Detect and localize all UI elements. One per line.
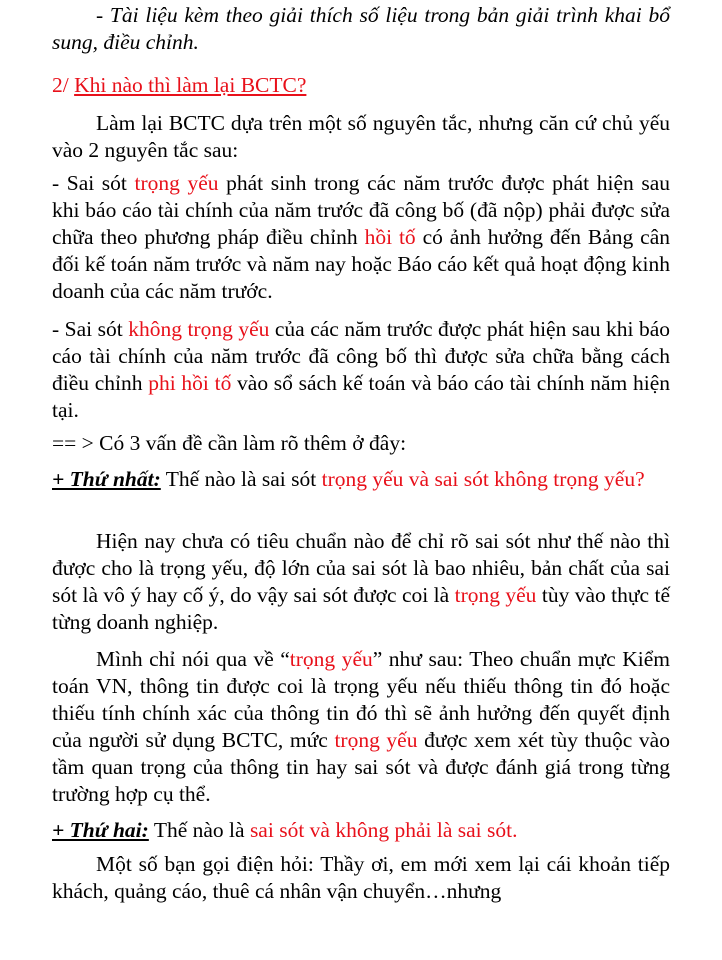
bullet2-text-3: vào sổ sách kế toán và báo cáo tài chính năm hiện tại.: [52, 371, 671, 422]
paragraph-no-standard: [52, 528, 670, 636]
bullet2-highlight-2: phi hồi tố: [148, 371, 232, 395]
para3-text-2: ” như sau: Theo chuẩn mực Kiểm toán VN, thông tin được coi là trọng yếu nếu thiếu thông tin đó hoặc thiếu tính chính xác của thông tin đó thì sẽ ảnh hưởng đến quyết định của người sử dụng BCTC, mức: [52, 647, 670, 752]
second-label: + Thứ hai:: [52, 818, 149, 842]
bullet1-text-2: phát sinh trong các năm trước được phát hiện sau khi báo cáo tài chính của năm trước đã công bố (đã nộp) phải được sửa chữa theo phương pháp điều chỉnh: [52, 171, 670, 249]
paragraph-phone-question: Một số bạn gọi điện hỏi: Thầy ơi, em mới xem lại cái khoản tiếp khách, quảng cáo, thuê cá nhân vận chuyển…nhưng: [52, 852, 670, 903]
para3-highlight-1: trọng yếu: [289, 647, 373, 671]
second-text: Thế nào là: [148, 818, 250, 842]
paragraph-materiality: [52, 646, 670, 808]
para3-highlight-2: trọng yếu: [334, 728, 418, 752]
second-question: [52, 817, 670, 844]
paragraph-principles: Làm lại BCTC dựa trên một số nguyên tắc, nhưng căn cứ chủ yếu vào 2 nguyên tắc sau:: [52, 111, 670, 162]
first-text: Thế nào là sai sót: [160, 467, 322, 491]
bullet-immaterial-error: [52, 316, 670, 424]
bullet1-highlight-1: trọng yếu: [134, 171, 219, 195]
section-number: 2/: [52, 73, 75, 97]
second-highlight: sai sót và không phải là sai sót.: [249, 818, 518, 842]
bullet-material-error: [52, 170, 670, 305]
first-highlight: trọng yếu và sai sót không trọng yếu?: [321, 467, 645, 491]
para3-text-3: được xem xét tùy thuộc vào tầm quan trọng của thông tin hay sai sót và được đánh giá trong từng trường hợp cụ thể.: [52, 728, 670, 806]
bullet1-text-1: - Sai sót: [52, 171, 135, 195]
arrow-line: == > Có 3 vấn đề cần làm rõ thêm ở đây:: [52, 431, 407, 455]
intro-note: - Tài liệu kèm theo giải thích số liệu trong bản giải trình khai bổ sung, điều chỉnh.: [52, 3, 670, 54]
bullet1-text-3: có ảnh hưởng đến Bảng cân đối kế toán năm trước và năm nay hoặc Báo cáo kết quả hoạt động kinh doanh của các năm trước.: [52, 225, 670, 303]
first-label: + Thứ nhất:: [52, 467, 161, 491]
section-title: Khi nào thì làm lại BCTC?: [74, 73, 307, 97]
section-heading: [52, 72, 670, 99]
bullet2-highlight-1: không trọng yếu: [128, 317, 270, 341]
bullet2-text-2: của các năm trước được phát hiện sau khi báo cáo tài chính của năm trước đã công bố thì được sửa chữa bằng cách điều chỉnh: [52, 317, 670, 395]
bullet2-text-1: - Sai sót: [52, 317, 129, 341]
para3-text-1: Mình chỉ nói qua về “: [96, 647, 290, 671]
bullet1-highlight-2: hồi tố: [364, 225, 416, 249]
para2-text-2: tùy vào thực tế từng doanh nghiệp.: [52, 583, 671, 634]
first-question: [52, 466, 670, 493]
para2-text-1: Hiện nay chưa có tiêu chuẩn nào để chỉ rõ sai sót như thế nào thì được cho là trọng yếu, độ lớn của sai sót là bao nhiêu, bản chất của sai sót là vô ý hay cố ý, do vậy sai sót được coi là: [52, 529, 670, 607]
para2-highlight: trọng yếu: [454, 583, 537, 607]
